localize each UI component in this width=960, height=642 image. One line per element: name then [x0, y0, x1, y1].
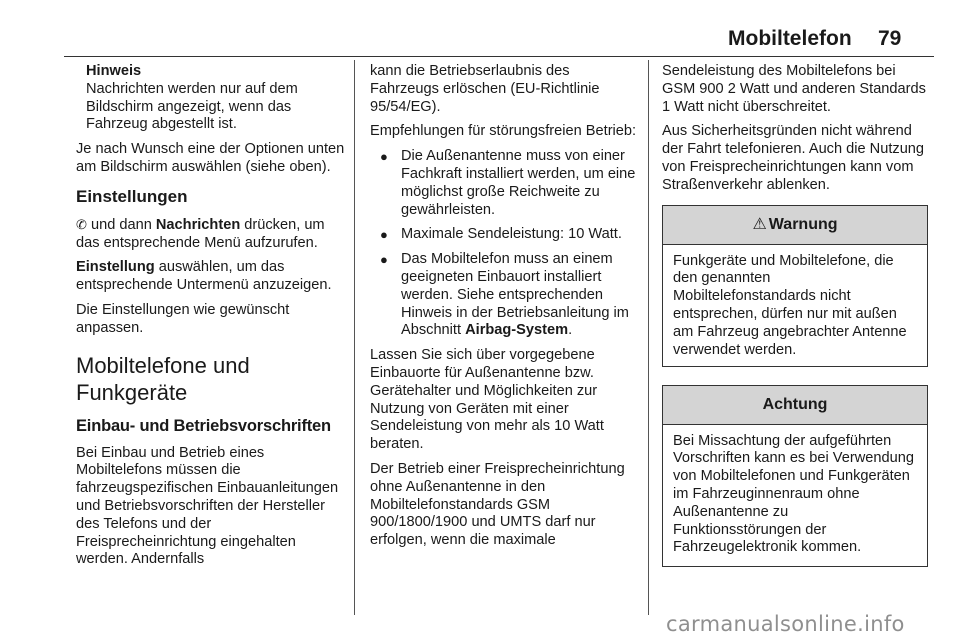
bullet-dot-icon: ●: [380, 227, 388, 243]
bullet-dot-icon: ●: [380, 252, 388, 268]
phone-icon: ✆: [76, 216, 87, 232]
header-rule: [64, 56, 934, 57]
note-text: Nachrichten werden nur auf dem Bildschirm angezeigt, wenn das Fahrzeug abgestellt ist.: [86, 80, 298, 133]
watermark: carmanualsonline.info: [666, 612, 905, 636]
paragraph: ✆ und dann Nachrichten drücken, um das entsprechende Menü aufzurufen.: [76, 216, 325, 251]
paragraph: Empfehlungen für störungsfreien Betrieb:: [370, 123, 637, 140]
section-title: Mobiltelefon: [728, 27, 852, 50]
subheading-regulations: Einbau- und Betriebsvorschriften: [76, 416, 331, 435]
paragraph: Aus Sicherheitsgründen nicht während der Fahrt telefonieren. Auch die Nutzung von Freisprecheinrichtungen kann vom Straßenverkehr ablenken.: [662, 123, 925, 193]
menu-term-einstellung: Einstellung: [76, 259, 155, 276]
caution-header: Achtung: [663, 386, 927, 425]
paragraph: Lassen Sie sich über vorgegebene Einbauorte für Außenantenne bzw. Gerätehalter und Möglichkeiten zur Nutzung von Geräten mit einer Sendeleistung von mehr als 10 Watt beraten.: [370, 347, 604, 453]
list-item: ● Maximale Sendeleistung: 10 Watt.: [380, 226, 622, 243]
caution-box: [662, 385, 928, 568]
warning-text: Funkgeräte und Mobiltelefone, die den genannten Mobiltelefonstandards nicht entsprechen, dürfen nur mit außen am Fahrzeug angebrachter Antenne verwendet werden.: [673, 252, 907, 358]
paragraph: Je nach Wunsch eine der Optionen unten am Bildschirm auswählen (siehe oben).: [76, 141, 345, 175]
paragraph: Die Einstellungen wie gewünscht anpassen.: [76, 301, 290, 336]
section-heading: Mobiltelefone und Funkgeräte: [76, 352, 250, 405]
subheading-settings: Einstellungen: [76, 186, 188, 206]
warning-box: [662, 205, 928, 367]
page-header: [0, 0, 960, 58]
warning-triangle-icon: ⚠: [752, 215, 767, 233]
paragraph: Sendeleistung des Mobiltelefons bei GSM 900 2 Watt und anderen Standards 1 Watt nicht überschreitet.: [662, 63, 926, 115]
column-divider: [354, 60, 355, 615]
cross-reference: Airbag-System: [465, 322, 569, 339]
paragraph: kann die Betriebserlaubnis des Fahrzeugs erlöschen (EU-Richtlinie 95/54/EG).: [370, 63, 600, 115]
note-title: Hinweis: [86, 63, 142, 79]
list-item: ● Die Außenantenne muss von einer Fachkraft installiert werden, um eine möglichst große Reichweite zu gewährleisten.: [380, 148, 636, 218]
list-item: ● Das Mobiltelefon muss an einem geeigneten Einbauort installiert werden. Siehe entsprechenden Hinweis in der Betriebsanleitung im Abschnitt Airbag-System.: [380, 251, 629, 339]
note-block: [76, 63, 348, 134]
menu-term-nachrichten: Nachrichten: [155, 216, 241, 233]
paragraph: Der Betrieb einer Freisprecheinrichtung ohne Außenantenne in den Mobiltelefonstandards GSM 900/1800/1900 und UMTS darf nur erfolgen, wenn die maximale: [370, 460, 625, 549]
column-2: [370, 63, 638, 557]
paragraph: Einstellung auswählen, um das entsprechende Untermenü anzuzeigen.: [76, 259, 332, 294]
warning-header: ⚠ Warnung: [663, 206, 927, 245]
column-3: [662, 63, 928, 567]
column-1: [76, 63, 348, 576]
bullet-dot-icon: ●: [380, 149, 388, 165]
column-divider: [648, 60, 649, 615]
paragraph: Bei Einbau und Betrieb eines Mobiltelefons müssen die fahrzeugspezifischen Einbauanleitungen und Betriebsvorschriften der Hersteller des Telefons und der Freisprecheinrichtung eingehalten werden. Andernfalls: [76, 444, 339, 568]
page-number: 79: [878, 27, 902, 50]
bullet-list: [370, 148, 638, 340]
caution-text: Bei Missachtung der aufgeführten Vorschriften kann es bei Verwendung von Mobiltelefonen und Funkgeräten im Fahrzeuginnenraum ohne Außenantenne zu Funktionsstörungen der Fahrzeugelektronik kommen.: [673, 432, 914, 556]
